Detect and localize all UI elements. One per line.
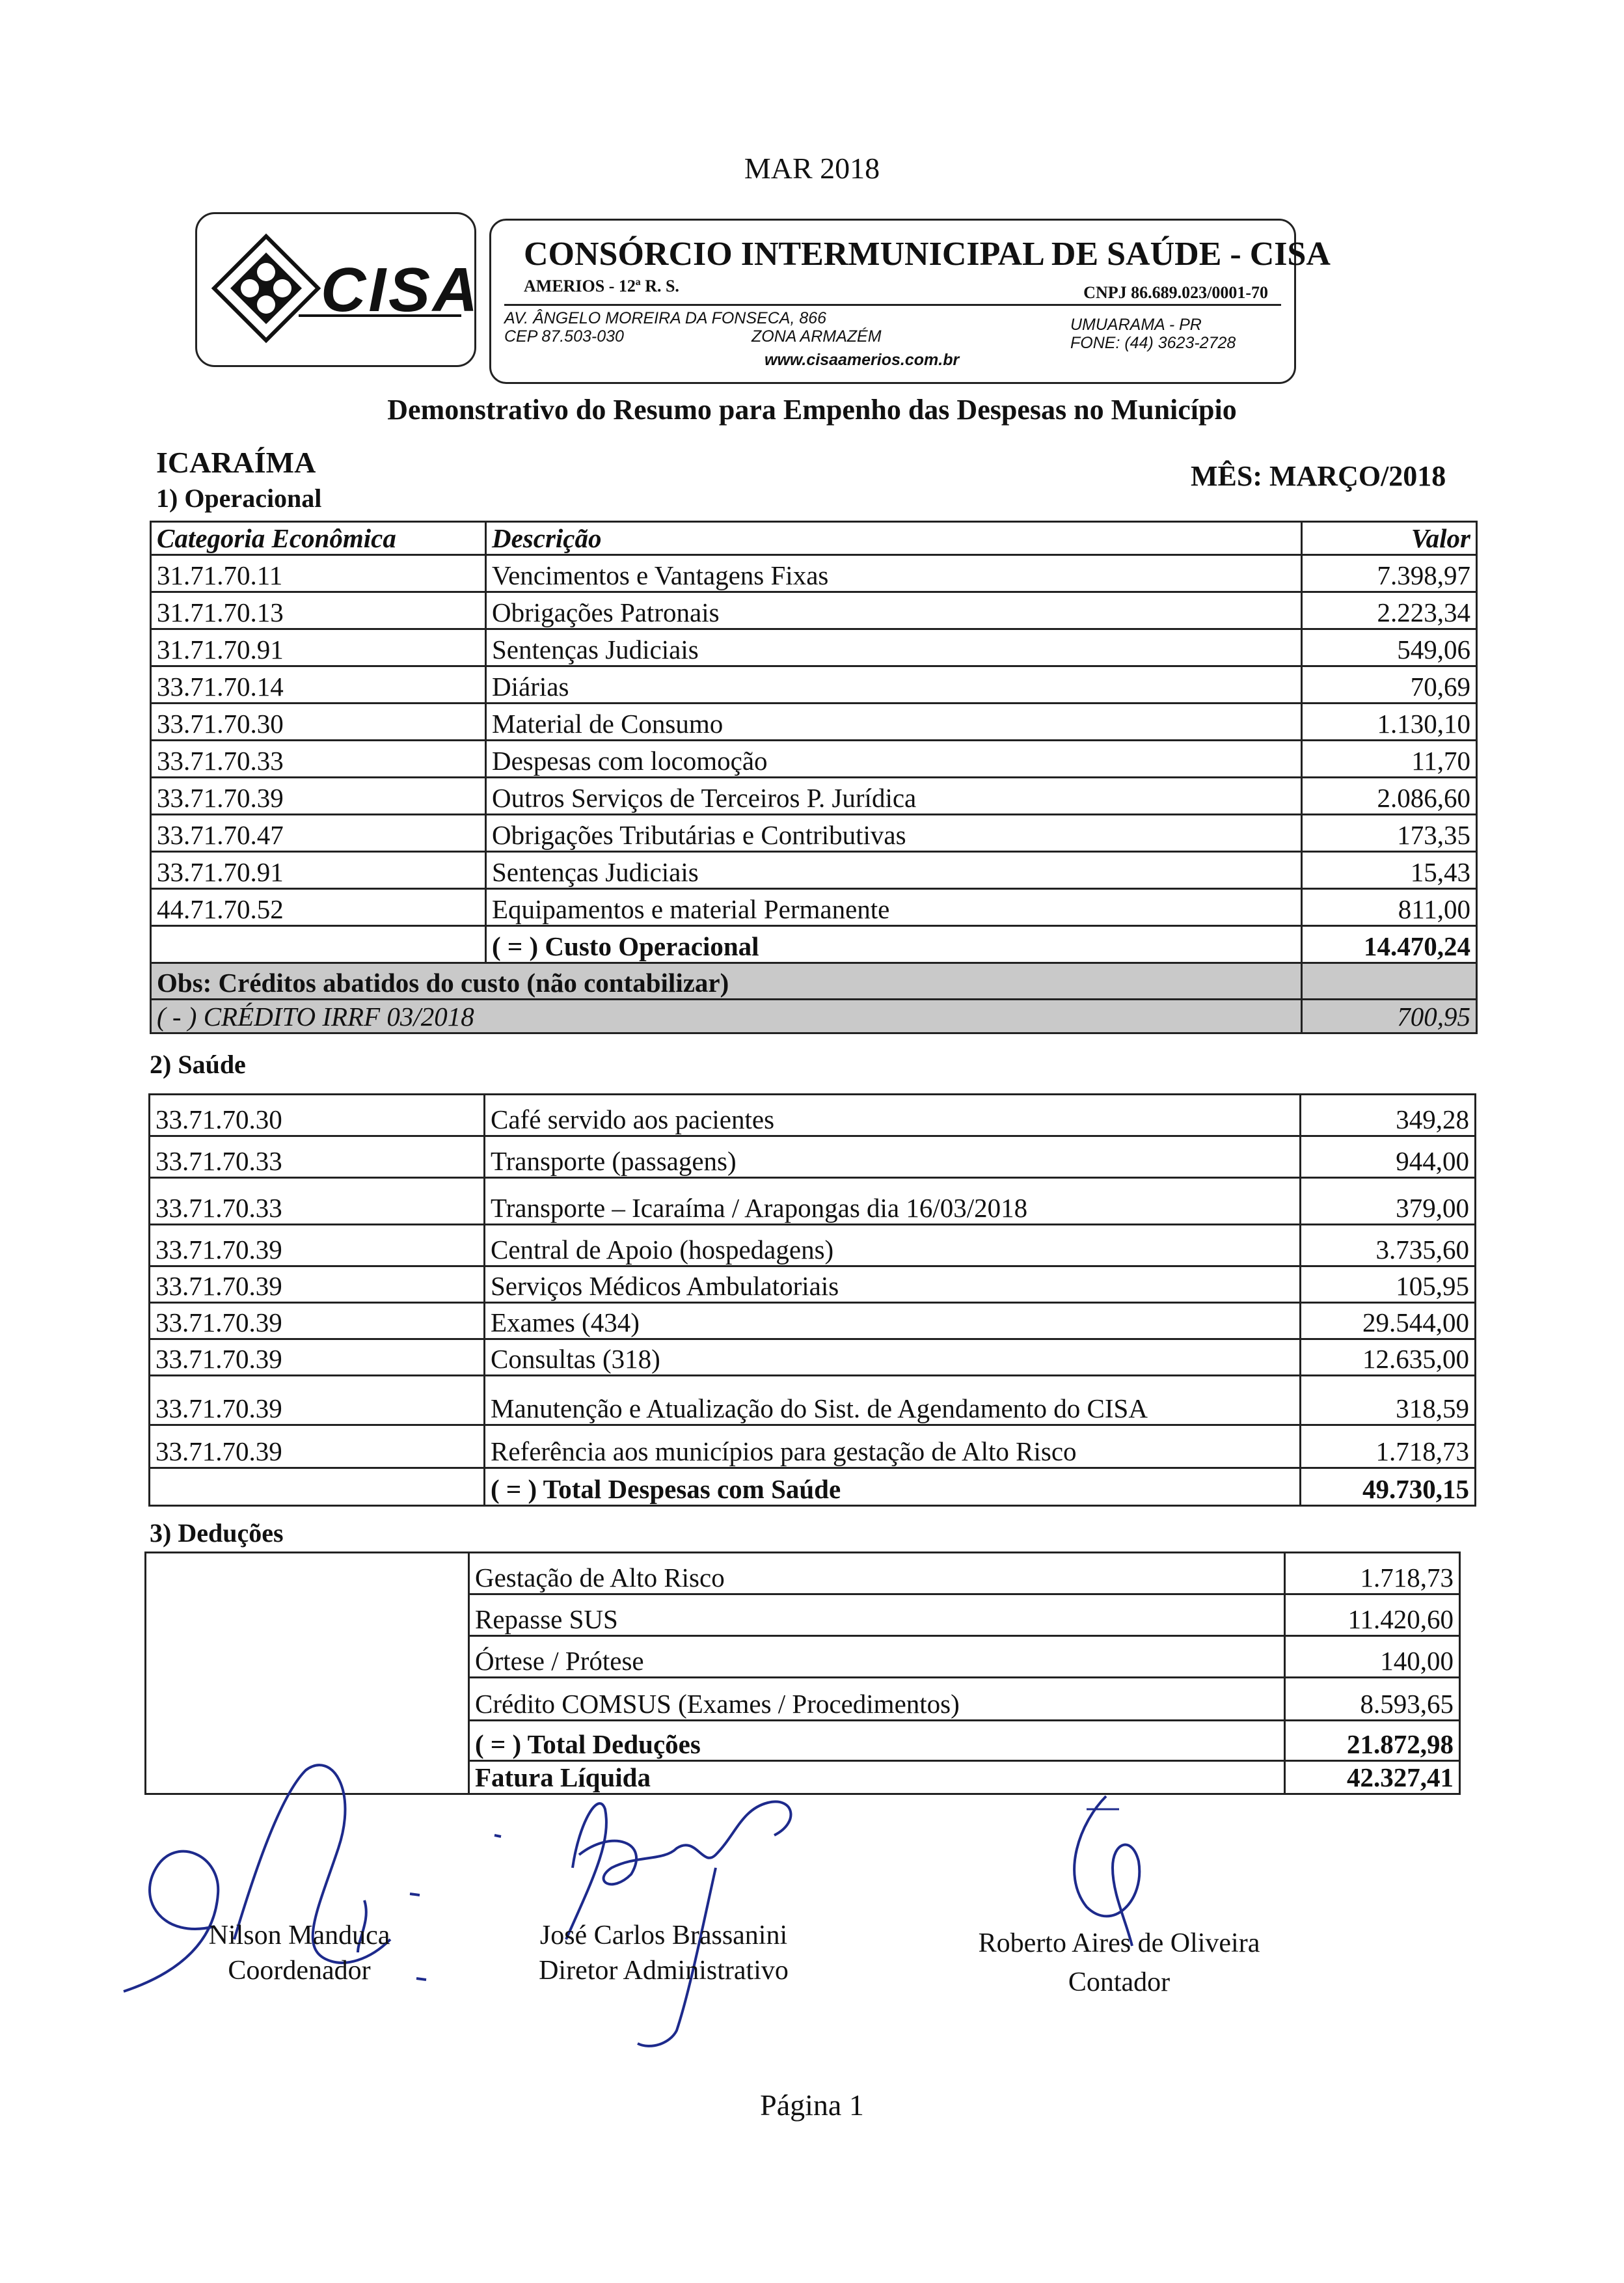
description-cell: Obrigações Patronais [486,592,1302,629]
phone-number: FONE: (44) 3623-2728 [1070,334,1236,352]
value-cell: 2.086,60 [1302,778,1477,815]
description-cell: Consultas (318) [485,1339,1301,1376]
table-row [150,1266,1476,1303]
value-cell: 11,70 [1302,741,1477,778]
address-zone: ZONA ARMAZÉM [751,327,882,346]
table-row [150,1303,1476,1339]
organization-region: AMERIOS - 12ª R. S. [524,277,679,295]
description-cell: Despesas com locomoção [486,741,1302,778]
address-street: AV. ÂNGELO MOREIRA DA FONSECA, 866 [504,309,827,327]
value-cell: 11.420,60 [1285,1594,1460,1636]
value-cell: 7.398,97 [1302,555,1477,592]
table-header-row [151,522,1477,555]
signatory-role-3: Contador [1068,1967,1171,1997]
description-cell: Material de Consumo [486,704,1302,741]
category-cell: 33.71.70.39 [151,778,486,815]
value-cell: 173,35 [1302,815,1477,852]
value-cell: 379,00 [1301,1178,1476,1225]
description-cell: Serviços Médicos Ambulatoriais [485,1266,1301,1303]
value-cell: 70,69 [1302,666,1477,704]
page-number: Página 1 [760,2088,864,2122]
description-cell: Equipamentos e material Permanente [486,889,1302,926]
total-value: 14.470,24 [1302,926,1477,963]
obs-label: Obs: Créditos abatidos do custo (não contabilizar) [151,963,1302,1000]
value-cell: 15,43 [1302,852,1477,889]
column-header-category: Categoria Econômica [151,522,486,555]
operacional-table [150,521,1478,1034]
obs-row [151,963,1477,1000]
value-cell: 944,00 [1301,1136,1476,1178]
empty-cell [151,926,486,963]
description-cell: Crédito COMSUS (Exames / Procedimentos) [469,1678,1285,1721]
category-cell: 33.71.70.91 [151,852,486,889]
category-cell: 33.71.70.39 [150,1303,485,1339]
total-value: 21.872,98 [1285,1721,1460,1761]
category-cell: 33.71.70.39 [150,1376,485,1425]
empty-cell [1302,963,1477,1000]
header-divider [504,304,1281,306]
address-city: UMUARAMA - PR [1070,316,1202,334]
category-cell: 31.71.70.11 [151,555,486,592]
description-cell: Obrigações Tributárias e Contributivas [486,815,1302,852]
description-cell: Repasse SUS [469,1594,1285,1636]
value-cell: 12.635,00 [1301,1339,1476,1376]
description-cell: Transporte (passagens) [485,1136,1301,1178]
saude-table [148,1093,1476,1507]
category-cell: 33.71.70.39 [150,1225,485,1266]
category-cell: 33.71.70.33 [150,1136,485,1178]
description-cell: Transporte – Icaraíma / Arapongas dia 16/03/2018 [485,1178,1301,1225]
description-cell: Órtese / Prótese [469,1636,1285,1678]
category-cell: 33.71.70.39 [150,1425,485,1468]
total-value: 49.730,15 [1301,1468,1476,1506]
table-row [151,815,1477,852]
category-cell: 33.71.70.39 [150,1266,485,1303]
table-row [150,1339,1476,1376]
section-title-operacional: 1) Operacional [156,484,322,513]
category-cell: 33.71.70.33 [151,741,486,778]
value-cell: 29.544,00 [1301,1303,1476,1339]
table-row [151,741,1477,778]
document-title: Demonstrativo do Resumo para Empenho das Despesas no Município [387,394,1237,426]
logo-box [195,212,481,367]
description-cell: Sentenças Judiciais [486,852,1302,889]
description-cell: Referência aos municípios para gestação de Alto Risco [485,1425,1301,1468]
document-date: MAR 2018 [744,152,880,185]
column-header-value: Valor [1302,522,1477,555]
table-row [146,1553,1460,1594]
table-row [150,1178,1476,1225]
credit-row [151,1000,1477,1033]
total-row [151,926,1477,963]
value-cell: 811,00 [1302,889,1477,926]
description-cell: Central de Apoio (hospedagens) [485,1225,1301,1266]
value-cell: 105,95 [1301,1266,1476,1303]
value-cell: 1.718,73 [1285,1553,1460,1594]
signature-roberto-aires [1015,1783,1210,1952]
signatory-name-3: Roberto Aires de Oliveira [978,1928,1260,1958]
category-cell: 33.71.70.47 [151,815,486,852]
organization-header [489,219,1331,384]
section-title-saude: 2) Saúde [150,1050,246,1079]
category-cell: 33.71.70.33 [150,1178,485,1225]
category-cell: 33.71.70.14 [151,666,486,704]
value-cell: 349,28 [1301,1095,1476,1136]
net-label: Fatura Líquida [469,1761,1285,1794]
value-cell: 3.735,60 [1301,1225,1476,1266]
category-cell: 31.71.70.13 [151,592,486,629]
municipality-name: ICARAÍMA [156,446,316,479]
category-cell: 33.71.70.39 [150,1339,485,1376]
value-cell: 8.593,65 [1285,1678,1460,1721]
table-row [151,555,1477,592]
signatory-role-2: Diretor Administrativo [539,1956,789,1986]
table-row [151,852,1477,889]
empty-cell [150,1468,485,1506]
credit-label: ( - ) CRÉDITO IRRF 03/2018 [151,1000,1302,1033]
organization-name: CONSÓRCIO INTERMUNICIPAL DE SAÚDE - CISA [524,236,1331,273]
address-cep: CEP 87.503-030 [504,327,624,346]
table-row [151,704,1477,741]
column-header-description: Descrição [486,522,1302,555]
description-cell: Vencimentos e Vantagens Fixas [486,555,1302,592]
description-cell: Café servido aos pacientes [485,1095,1301,1136]
table-row [151,778,1477,815]
website-link[interactable]: www.cisaamerios.com.br [765,351,960,369]
category-cell: 33.71.70.30 [151,704,486,741]
net-value: 42.327,41 [1285,1761,1460,1794]
section-title-deducoes: 3) Deduções [150,1518,284,1548]
table-row [150,1136,1476,1178]
description-cell: Diárias [486,666,1302,704]
signatory-name-1: Nilson Manduca [208,1921,390,1950]
value-cell: 1.718,73 [1301,1425,1476,1468]
description-cell: Sentenças Judiciais [486,629,1302,666]
table-row [151,666,1477,704]
category-cell: 33.71.70.30 [150,1095,485,1136]
table-row [151,889,1477,926]
value-cell: 549,06 [1302,629,1477,666]
month-label: MÊS: MARÇO/2018 [1191,460,1446,492]
signatory-name-2: José Carlos Brassanini [539,1921,788,1950]
credit-value: 700,95 [1302,1000,1477,1033]
table-row [150,1376,1476,1425]
category-cell: 31.71.70.91 [151,629,486,666]
description-cell: Manutenção e Atualização do Sist. de Agendamento do CISA [485,1376,1301,1425]
logo-text: CISA [321,255,481,325]
description-cell: Gestação de Alto Risco [469,1553,1285,1594]
category-cell: 44.71.70.52 [151,889,486,926]
value-cell: 318,59 [1301,1376,1476,1425]
total-label: ( = ) Total Despesas com Saúde [485,1468,1301,1506]
signatory-role-1: Coordenador [228,1956,371,1986]
table-row [150,1095,1476,1136]
value-cell: 2.223,34 [1302,592,1477,629]
value-cell: 1.130,10 [1302,704,1477,741]
table-row [151,592,1477,629]
table-row [150,1425,1476,1468]
table-row [150,1225,1476,1266]
total-row [150,1468,1476,1506]
total-label: ( = ) Total Deduções [469,1721,1285,1761]
total-label: ( = ) Custo Operacional [486,926,1302,963]
value-cell: 140,00 [1285,1636,1460,1678]
description-cell: Exames (434) [485,1303,1301,1339]
description-cell: Outros Serviços de Terceiros P. Jurídica [486,778,1302,815]
table-row [151,629,1477,666]
organization-cnpj: CNPJ 86.689.023/0001-70 [1083,283,1268,302]
